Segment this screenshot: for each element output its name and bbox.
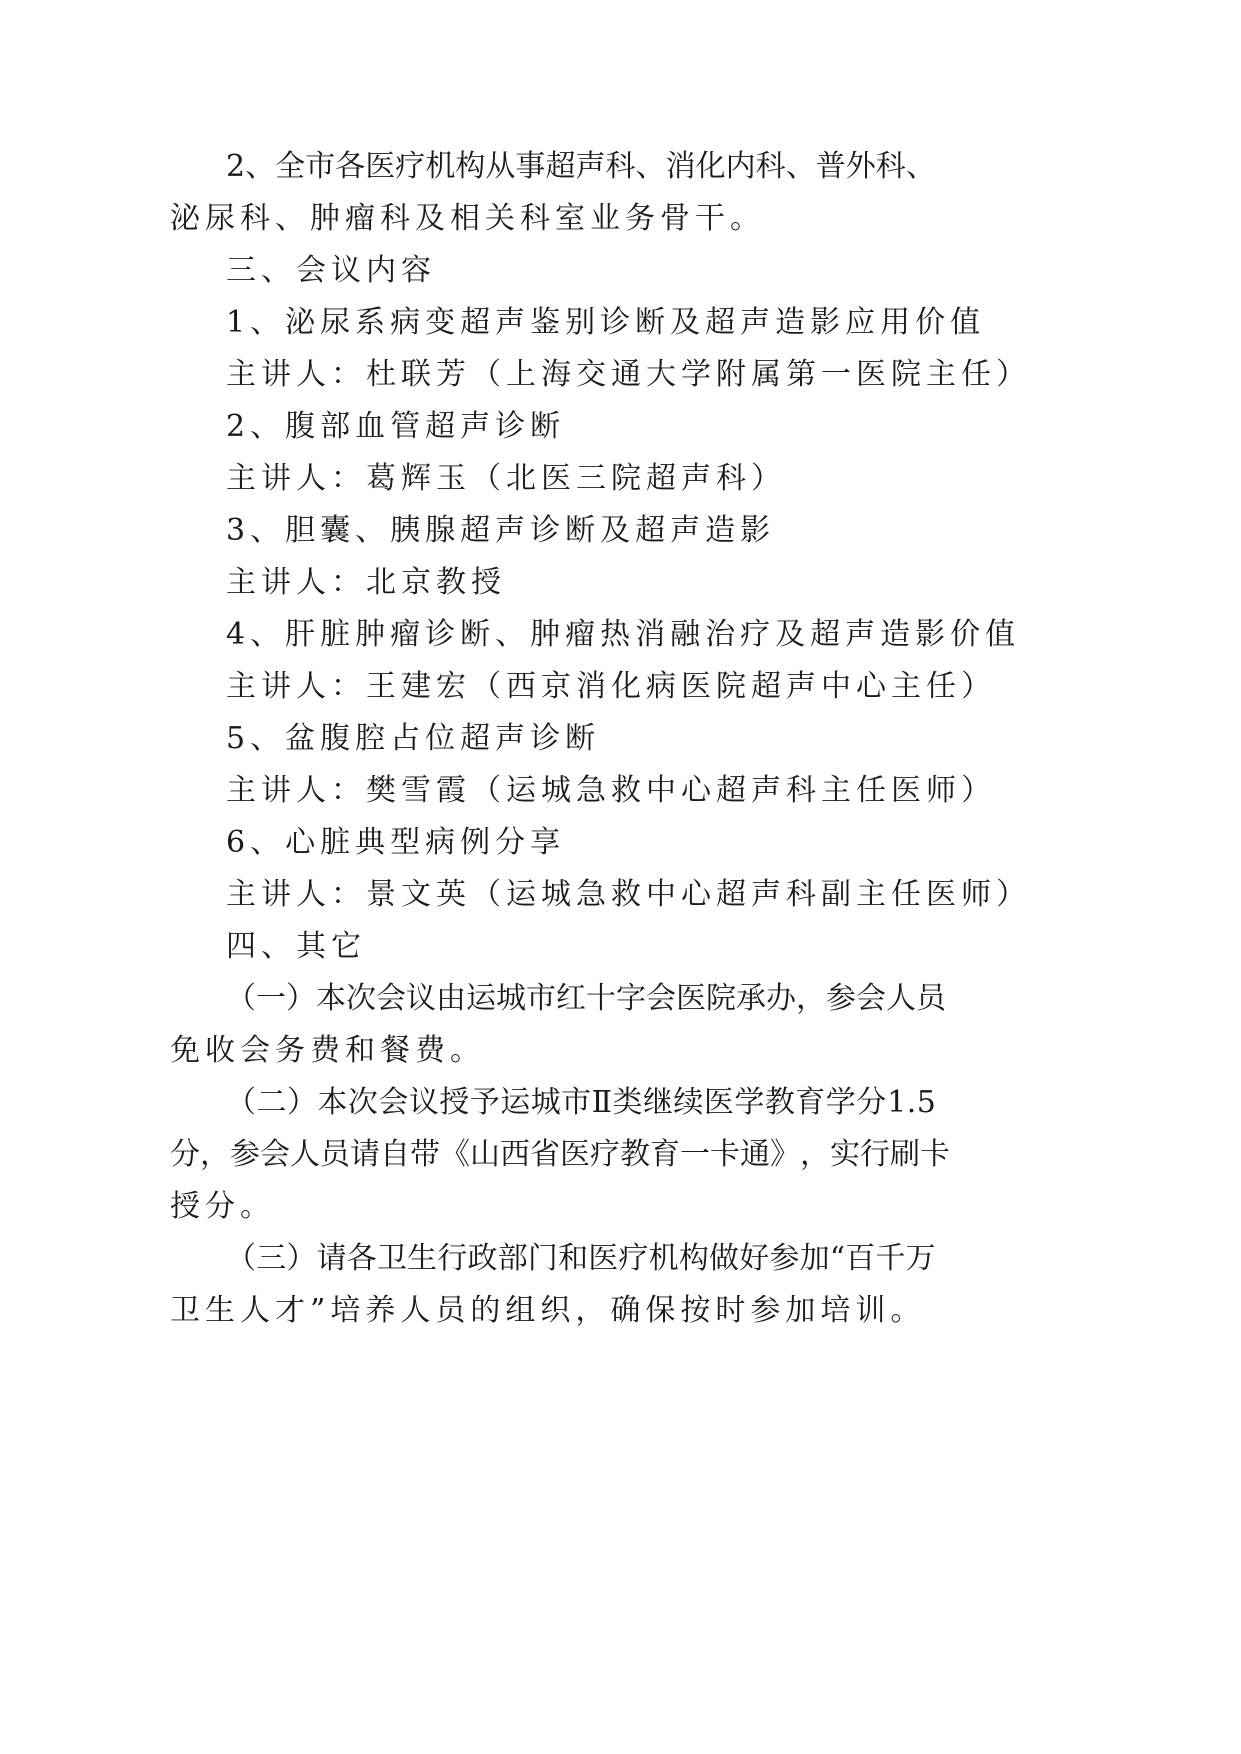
section-heading: 四、其它	[226, 929, 366, 964]
text-line: 2 、 全 市 各 医 疗 机 构 从 事 超 声 科 、 消 化 内 科 、 普 外 科 、	[226, 149, 936, 184]
text-line: （ 二 ） 本 次 会 议 授 予 运 城 市 Ⅱ 类 继 续 医 学 教 育 学 分 1 . 5	[226, 1085, 936, 1120]
text-line: 2、腹部血管超声诊断	[226, 409, 566, 444]
text-line: 主讲人：景文英（运城急救中心超声科副主任医师）	[226, 877, 1031, 912]
text-line: 免收会务费和餐费。	[170, 1033, 485, 1068]
text-line: 泌尿科、肿瘤科及相关科室业务骨干。	[170, 201, 765, 236]
text-line: 主讲人：葛辉玉（北医三院超声科）	[226, 461, 786, 496]
text-line: 主讲人：樊雪霞（运城急救中心超声科主任医师）	[226, 773, 996, 808]
text-line: （ 三 ） 请 各 卫 生 行 政 部 门 和 医 疗 机 构 做 好 参 加 “ 百 千 万	[226, 1241, 936, 1276]
text-line: 3、胆囊、胰腺超声诊断及超声造影	[226, 513, 776, 548]
text-line: （ 一 ） 本 次 会 议 由 运 城 市 红 十 字 会 医 院 承 办 ， 参 会 人 员	[226, 981, 946, 1016]
text-line: 4、肝脏肿瘤诊断、肿瘤热消融治疗及超声造影价值	[226, 617, 1021, 652]
text-line: 6、心脏典型病例分享	[226, 825, 566, 860]
text-line: 主讲人：王建宏（西京消化病医院超声中心主任）	[226, 669, 996, 704]
text-line: 主讲人：北京教授	[226, 565, 506, 600]
section-heading: 三、会议内容	[226, 253, 436, 288]
text-line: 主讲人：杜联芳（上海交通大学附属第一医院主任）	[226, 357, 1031, 392]
text-line: 授分。	[170, 1189, 275, 1224]
text-line: 5、盆腹腔占位超声诊断	[226, 721, 601, 756]
text-line: 1、泌尿系病变超声鉴别诊断及超声造影应用价值	[226, 305, 986, 340]
text-line: 卫生人才”培养人员的组织，确保按时参加培训。	[170, 1293, 926, 1328]
text-line: 分 ， 参 会 人 员 请 自 带 《 山 西 省 医 疗 教 育 一 卡 通 》 ， 实 行 刷 卡	[170, 1137, 950, 1172]
